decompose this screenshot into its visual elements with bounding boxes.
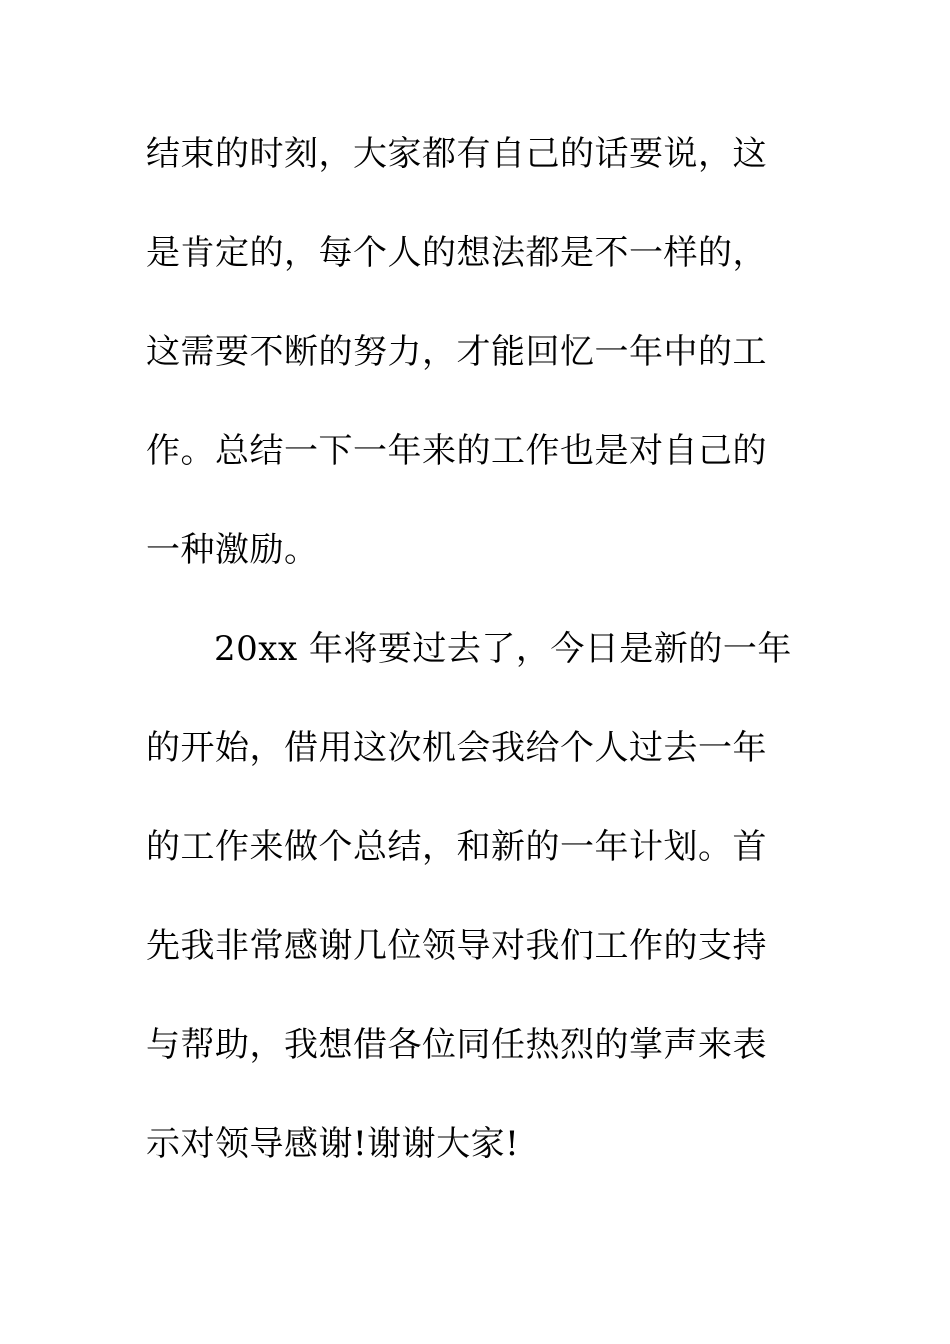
document-body bbox=[146, 126, 806, 1215]
paragraph-2-line-1: 20xx 年将要过去了，今日是新的一年 bbox=[214, 629, 792, 669]
paragraph-1 bbox=[146, 126, 806, 621]
paragraph-1-line-2: 是肯定的，每个人的想法都是不一样的， bbox=[146, 233, 767, 273]
paragraph-1-line-3: 这需要不断的努力，才能回忆一年中的工 bbox=[146, 332, 767, 372]
paragraph-1-line-5: 一种激励。 bbox=[146, 530, 319, 570]
paragraph-1-line-4: 作。总结一下一年来的工作也是对自己的 bbox=[146, 431, 767, 471]
paragraph-2-line-6: 示对领导感谢!谢谢大家! bbox=[146, 1124, 520, 1164]
paragraph-2 bbox=[146, 621, 806, 1215]
paragraph-2-line-4: 先我非常感谢几位领导对我们工作的支持 bbox=[146, 926, 767, 966]
paragraph-2-line-5: 与帮助，我想借各位同任热烈的掌声来表 bbox=[146, 1025, 767, 1065]
paragraph-2-line-2: 的开始，借用这次机会我给个人过去一年 bbox=[146, 728, 767, 768]
paragraph-1-line-1: 结束的时刻，大家都有自己的话要说，这 bbox=[146, 134, 767, 174]
paragraph-2-line-3: 的工作来做个总结，和新的一年计划。首 bbox=[146, 827, 767, 867]
